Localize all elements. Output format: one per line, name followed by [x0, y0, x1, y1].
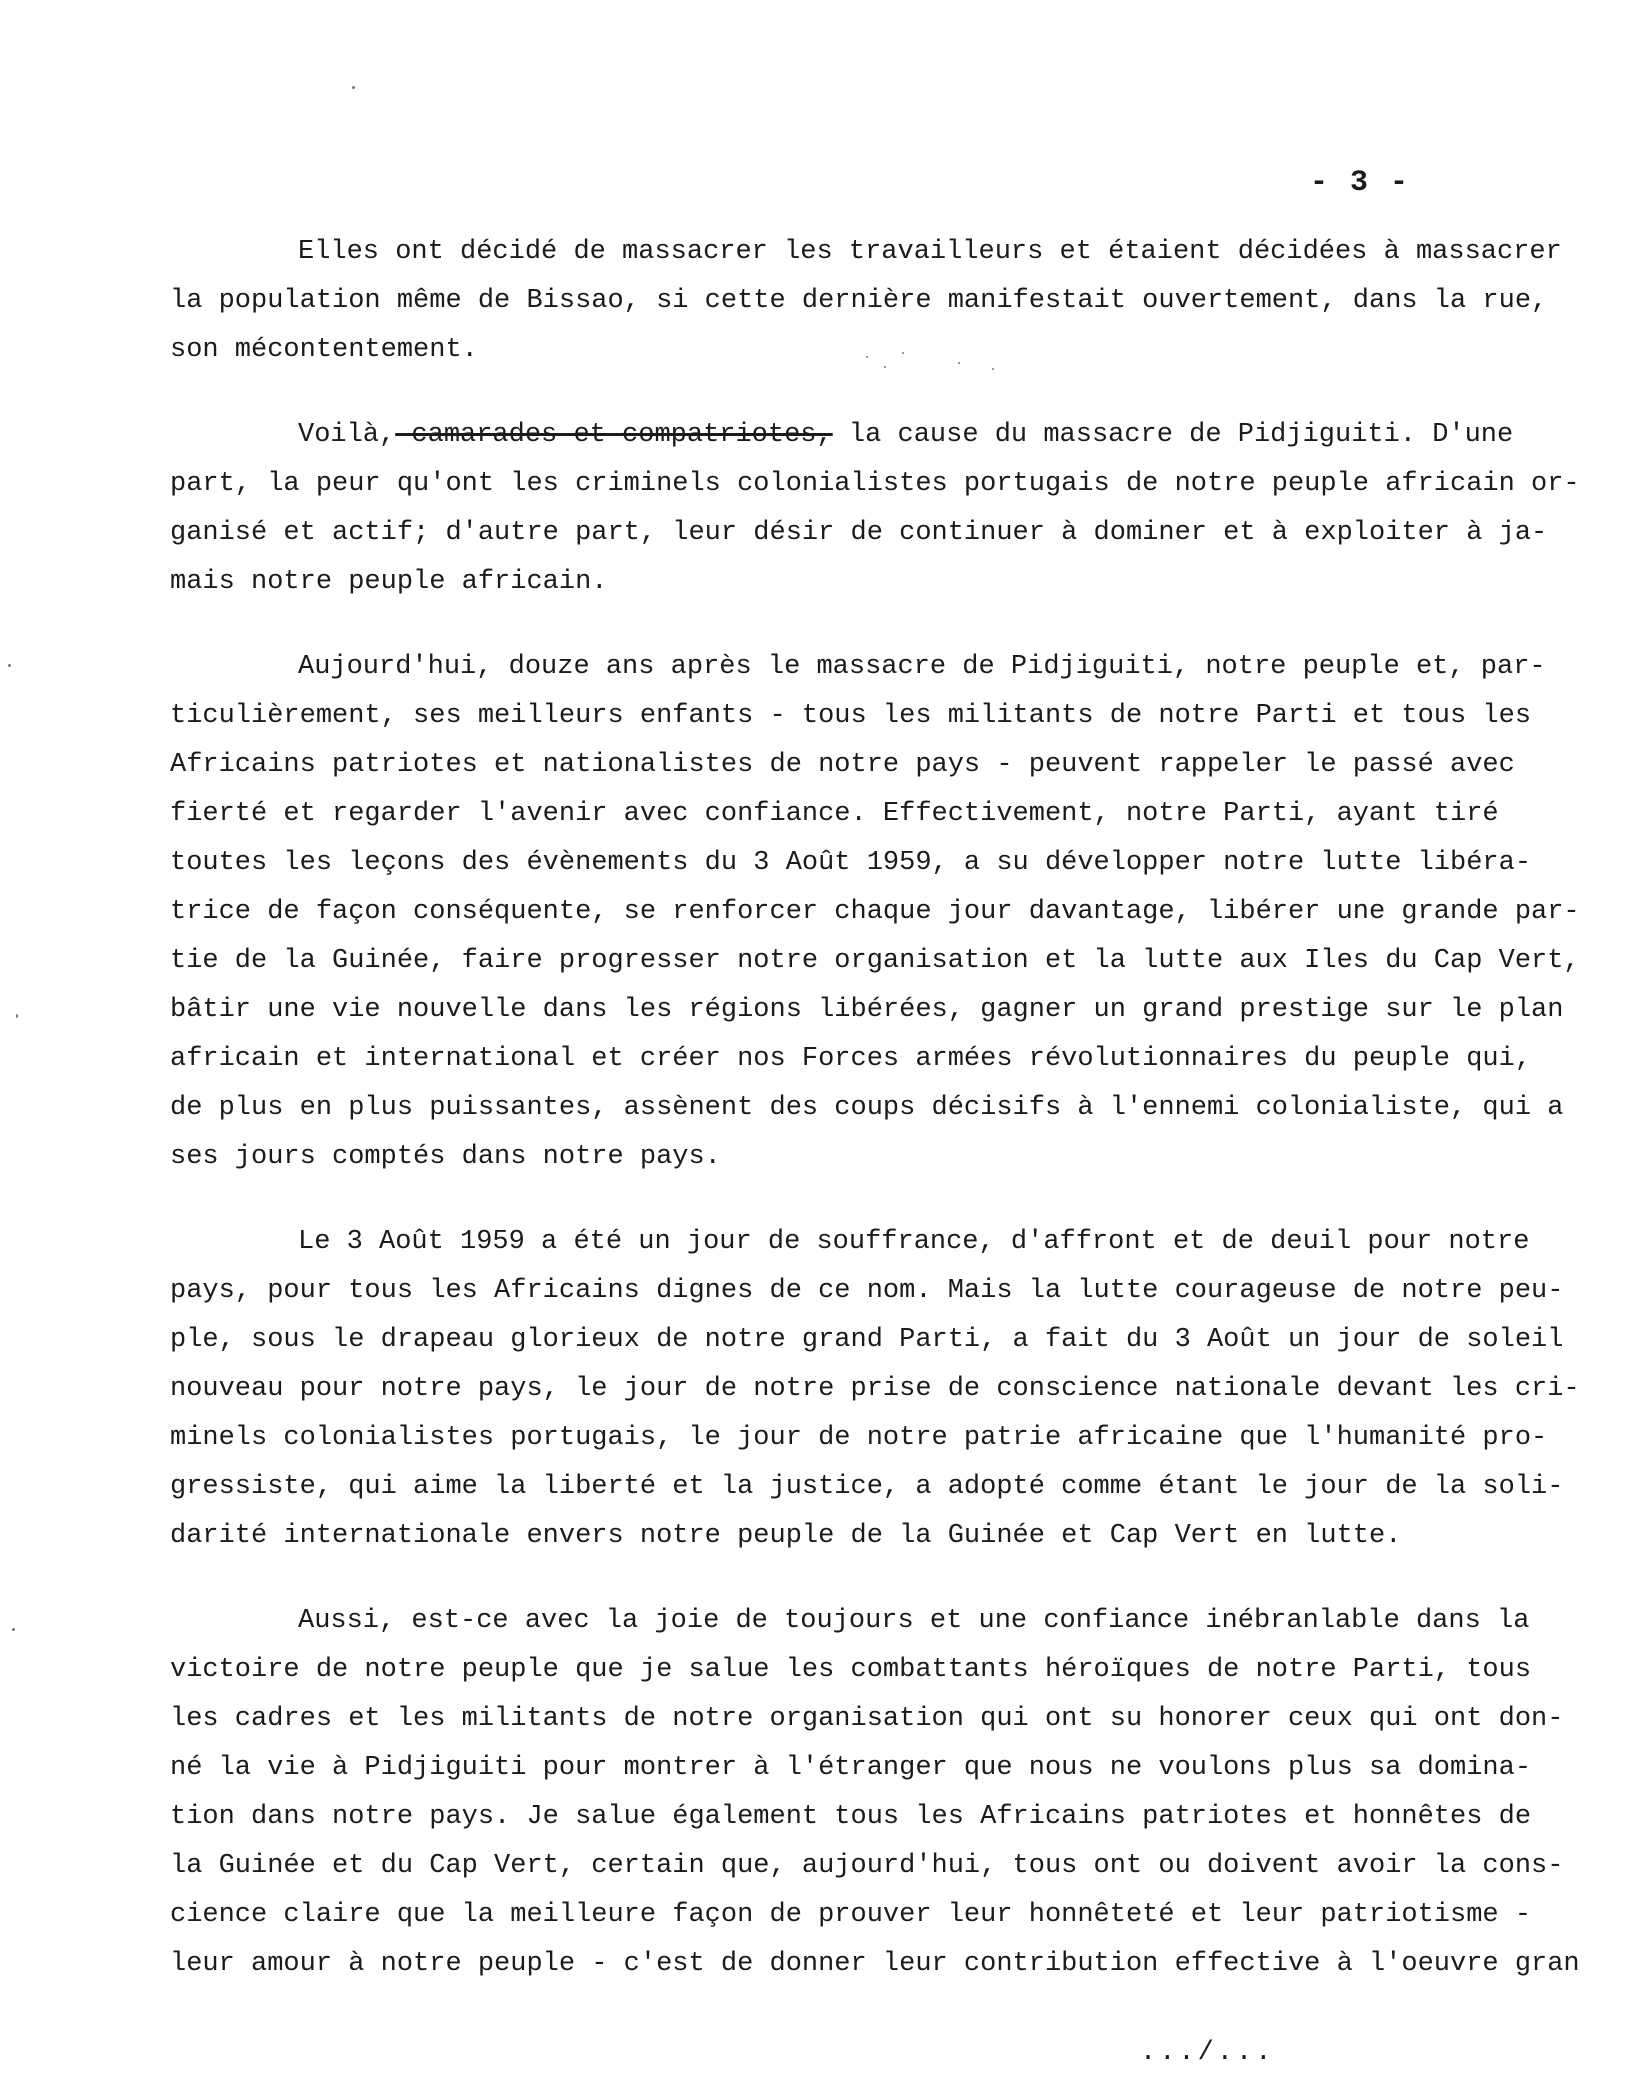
text-line: toutes les leçons des évènements du 3 Août 1959, a su développer notre lutte libéra- — [170, 848, 1532, 878]
text-line: cience claire que la meilleure façon de prouver leur honnêteté et leur patriotisme - — [170, 1900, 1532, 1930]
continuation-marker: .../... — [1140, 2038, 1275, 2068]
page-number: - 3 - — [1310, 166, 1411, 200]
scan-speck — [16, 1014, 18, 1018]
text-segment: la cause du massacre de Pidjiguiti. D'une — [832, 420, 1514, 450]
text-line: victoire de notre peuple que je salue les combattants héroïques de notre Parti, tous — [170, 1655, 1532, 1685]
scan-speck — [352, 86, 355, 89]
text-line: trice de façon conséquente, se renforcer chaque jour davantage, libérer une grande par- — [170, 897, 1580, 927]
text-line: Aussi, est-ce avec la joie de toujours et une confiance inébranlable dans la — [298, 1606, 1530, 1636]
text-line: africain et international et créer nos Forces armées révolutionnaires du peuple qui, — [170, 1044, 1532, 1074]
text-line-with-strikethrough — [170, 411, 1540, 460]
scan-speck — [866, 356, 868, 358]
text-line: la population même de Bissao, si cette dernière manifestait ouvertement, dans la rue, — [170, 286, 1548, 316]
text-line: part, la peur qu'ont les criminels colonialistes portugais de notre peuple africain or- — [170, 469, 1580, 499]
text-line: bâtir une vie nouvelle dans les régions libérées, gagner un grand prestige sur le plan — [170, 995, 1564, 1025]
text-line: mais notre peuple africain. — [170, 567, 608, 597]
scan-speck — [958, 362, 960, 364]
text-line: ses jours comptés dans notre pays. — [170, 1142, 721, 1172]
text-line: tie de la Guinée, faire progresser notre organisation et la lutte aux Iles du Cap Vert, — [170, 946, 1580, 976]
text-line: fierté et regarder l'avenir avec confiance. Effectivement, notre Parti, ayant tiré — [170, 799, 1499, 829]
text-line: Africains patriotes et nationalistes de notre pays - peuvent rappeler le passé avec — [170, 750, 1515, 780]
text-line: son mécontentement. — [170, 335, 478, 365]
text-line: darité internationale envers notre peuple de la Guinée et Cap Vert en lutte. — [170, 1521, 1402, 1551]
text-line: nouveau pour notre pays, le jour de notre prise de conscience nationale devant les cri- — [170, 1374, 1580, 1404]
struck-out-text: camarades et compatriotes, — [395, 420, 833, 450]
text-line: minels colonialistes portugais, le jour de notre patrie africaine que l'humanité pro- — [170, 1423, 1548, 1453]
text-line: né la vie à Pidjiguiti pour montrer à l'étranger que nous ne voulons plus sa domina- — [170, 1753, 1532, 1783]
text-line: la Guinée et du Cap Vert, certain que, aujourd'hui, tous ont ou doivent avoir la cons- — [170, 1851, 1564, 1881]
text-line: gressiste, qui aime la liberté et la justice, a adopté comme étant le jour de la soli- — [170, 1472, 1564, 1502]
scan-speck — [884, 366, 886, 368]
paragraph-5 — [170, 1597, 1580, 1989]
text-line: tion dans notre pays. Je salue également tous les Africains patriotes et honnêtes de — [170, 1802, 1532, 1832]
text-line: Aujourd'hui, douze ans après le massacre de Pidjiguiti, notre peuple et, par- — [298, 652, 1546, 682]
text-line: pays, pour tous les Africains dignes de ce nom. Mais la lutte courageuse de notre peu- — [170, 1276, 1564, 1306]
text-line: Le 3 Août 1959 a été un jour de souffrance, d'affront et de deuil pour notre — [298, 1227, 1530, 1257]
paragraph-2 — [170, 411, 1580, 607]
scan-speck — [12, 1628, 15, 1631]
paragraph-3 — [170, 643, 1580, 1182]
scan-speck — [8, 664, 11, 667]
text-line: Elles ont décidé de massacrer les travailleurs et étaient décidées à massacrer — [298, 237, 1562, 267]
text-line: ganisé et actif; d'autre part, leur désir de continuer à dominer et à exploiter à ja- — [170, 518, 1548, 548]
paragraph-1 — [170, 228, 1562, 375]
body-text — [170, 228, 1580, 2025]
text-line: ple, sous le drapeau glorieux de notre grand Parti, a fait du 3 Août un jour de soleil — [170, 1325, 1564, 1355]
text-line: de plus en plus puissantes, assènent des coups décisifs à l'ennemi colonialiste, qui a — [170, 1093, 1564, 1123]
text-line: ticulièrement, ses meilleurs enfants - tous les militants de notre Parti et tous les — [170, 701, 1532, 731]
text-line: leur amour à notre peuple - c'est de donner leur contribution effective à l'oeuvre gran — [170, 1949, 1580, 1979]
scan-speck — [902, 352, 904, 354]
paragraph-4 — [170, 1218, 1580, 1561]
scan-speck — [992, 368, 994, 370]
text-segment: Voilà, — [298, 420, 396, 450]
text-line: les cadres et les militants de notre organisation qui ont su honorer ceux qui ont don- — [170, 1704, 1564, 1734]
